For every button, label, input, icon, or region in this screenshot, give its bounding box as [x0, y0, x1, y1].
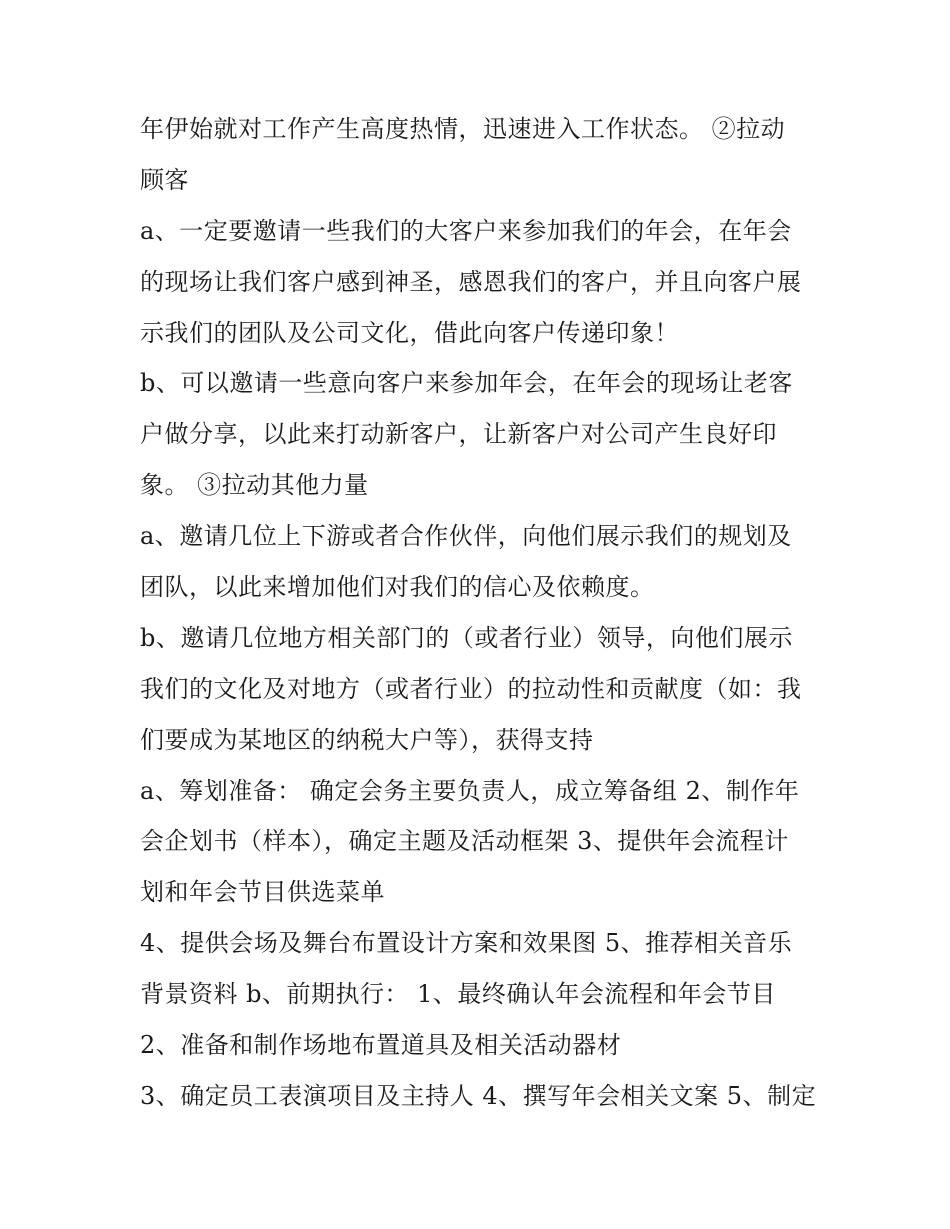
body-text — [140, 104, 830, 1122]
text-line: 4、提供会场及舞台布置设计方案和效果图 5、推荐相关音乐 — [140, 929, 793, 958]
text-line: 们要成为某地区的纳税大户等），获得支持 — [140, 725, 594, 754]
text-line: 2、准备和制作场地布置道具及相关活动器材 — [140, 1031, 622, 1060]
text-line: 的现场让我们客户感到神圣，感恩我们的客户，并且向客户展 — [140, 267, 802, 296]
text-line: 背景资料 b、前期执行： 1、最终确认年会流程和年会节目 — [140, 980, 776, 1009]
text-line: 年伊始就对工作产生高度热情，迅速进入工作状态。 ②拉动 — [140, 115, 786, 143]
text-line: a、邀请几位上下游或者合作伙伴，向他们展示我们的规划及 — [140, 522, 792, 551]
text-line: 划和年会节目供选菜单 — [140, 878, 385, 907]
text-line: b、可以邀请一些意向客户来参加年会，在年会的现场让老客 — [140, 369, 793, 398]
text-line: a、一定要邀请一些我们的大客户来参加我们的年会，在年会 — [140, 216, 792, 245]
text-line: 顾客 — [140, 165, 189, 194]
text-line: 我们的文化及对地方（或者行业）的拉动性和贡献度（如：我 — [140, 674, 802, 703]
text-line: b、邀请几位地方相关部门的（或者行业）领导，向他们展示 — [140, 623, 793, 652]
text-line: 3、确定员工表演项目及主持人 4、撰写年会相关文案 5、制定 — [140, 1081, 817, 1110]
text-line: 示我们的团队及公司文化，借此向客户传递印象！ — [140, 318, 679, 347]
text-line: a、筹划准备： 确定会务主要负责人，成立筹备组 2、制作年 — [140, 776, 800, 805]
text-line: 象。 ③拉动其他力量 — [140, 471, 369, 500]
text-line: 户做分享，以此来打动新客户，让新客户对公司产生良好印 — [140, 420, 777, 449]
text-line: 会企划书（样本），确定主题及活动框架 3、提供年会流程计 — [140, 827, 789, 856]
text-line: 团队，以此来增加他们对我们的信心及依赖度。 — [140, 573, 655, 602]
